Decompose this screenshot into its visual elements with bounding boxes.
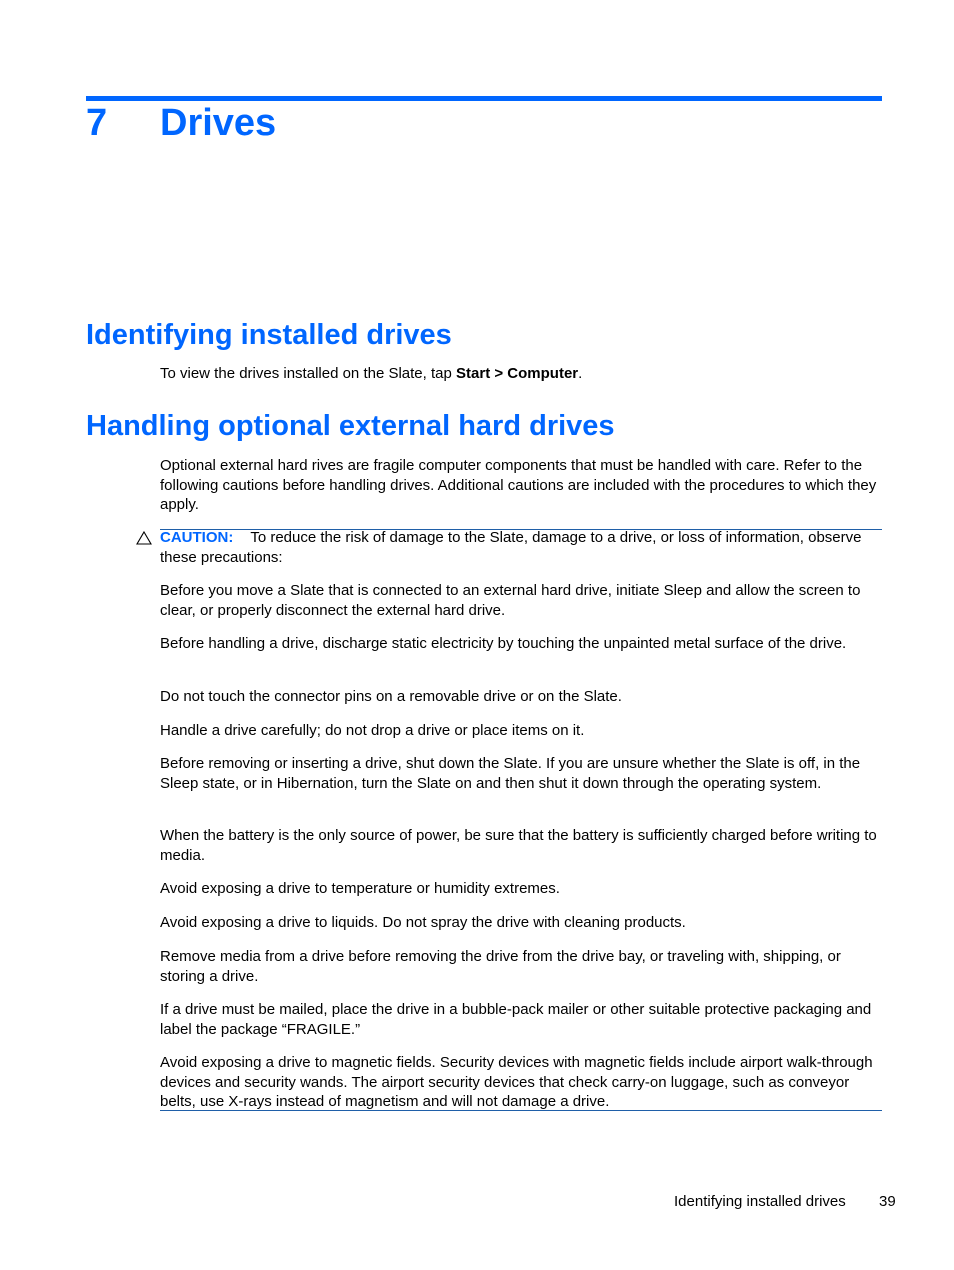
identifying-text-end: . bbox=[578, 365, 583, 382]
caution-item: Avoid exposing a drive to magnetic fields. Security devices with magnetic fields include airport walk-through devices and security wands. The airport security devices that check carry-on luggage, such as conveyor belts, use X-rays instead of magnetism and will not damage a drive. bbox=[160, 1054, 873, 1110]
chapter-title: Drives bbox=[160, 102, 277, 144]
caution-item: Avoid exposing a drive to liquids. Do not spray the drive with cleaning products. bbox=[160, 914, 686, 931]
caution-item: Remove media from a drive before removing the drive from the drive bay, or traveling with, shipping, or storing a drive. bbox=[160, 948, 841, 985]
caution-triangle-icon bbox=[136, 530, 152, 546]
section-heading-handling: Handling optional external hard drives bbox=[86, 410, 615, 442]
caution-item: Before handling a drive, discharge static electricity by touching the unpainted metal surface of the drive. bbox=[160, 635, 847, 652]
identifying-text: To view the drives installed on the Slate, tap bbox=[160, 365, 457, 382]
caution-item: When the battery is the only source of power, be sure that the battery is sufficiently charged before writing to media. bbox=[160, 827, 877, 864]
caution-item: Before you move a Slate that is connected to an external hard drive, initiate Sleep and allow the screen to clear, or properly disconnect the external hard drive. bbox=[160, 582, 861, 619]
chapter-number: 7 bbox=[86, 102, 108, 144]
identifying-paragraph bbox=[160, 364, 882, 384]
start-computer-path: Start > Computer bbox=[456, 365, 579, 382]
caution-item: Avoid exposing a drive to temperature or humidity extremes. bbox=[160, 880, 560, 897]
footer-section-title: Identifying installed drives bbox=[674, 1193, 846, 1210]
caution-item: Handle a drive carefully; do not drop a drive or place items on it. bbox=[160, 722, 585, 739]
caution-item: Before removing or inserting a drive, shut down the Slate. If you are unsure whether the Slate is off, in the Sleep state, or in Hibernation, turn the Slate on and then shut it down through the operating system. bbox=[160, 755, 861, 792]
caution-item: If a drive must be mailed, place the drive in a bubble-pack mailer or other suitable protective packaging and label the package “FRAGILE.” bbox=[160, 1001, 872, 1038]
page-number: 39 bbox=[879, 1193, 896, 1210]
section-heading-identifying: Identifying installed drives bbox=[86, 319, 452, 351]
handling-paragraph: Optional external hard rives are fragile computer components that must be handled with care. Refer to the following cautions before handling drives. Additional cautions are included with the procedures to which they apply. bbox=[160, 457, 877, 513]
caution-intro-text: To reduce the risk of damage to the Slate, damage to a drive, or loss of information, observe these precautions: bbox=[160, 529, 862, 566]
caution-intro bbox=[160, 528, 882, 567]
caution-item: Do not touch the connector pins on a removable drive or on the Slate. bbox=[160, 688, 622, 705]
caution-label: CAUTION: bbox=[160, 529, 234, 546]
